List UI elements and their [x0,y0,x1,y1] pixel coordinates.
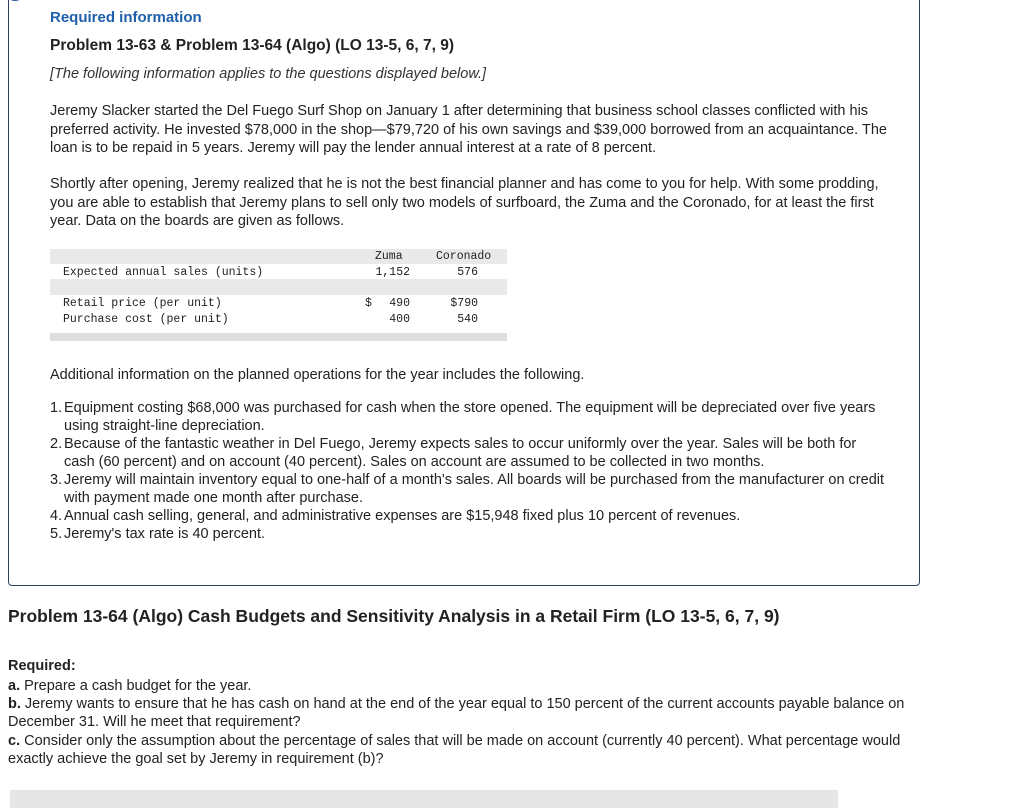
row-label-expected-sales: Expected annual sales (units) [63,266,264,279]
zuma-retail-price: 490 [389,297,410,310]
list-item-text: Jeremy will maintain inventory equal to one-half of a month's sales. All boards will be purchased from the manufacturer on credit with payment made one month after purchase. [64,472,885,506]
problem-heading: Problem 13-64 (Algo) Cash Budgets and Sensitivity Analysis in a Retail Firm (LO 13-5, 6, 7, 9) [8,606,780,626]
list-item [50,525,890,543]
answer-tabs-bar[interactable] [10,790,838,808]
list-item-number: 5. [50,526,63,542]
column-header-coronado: Coronado [436,250,492,263]
table-separator-band [50,279,507,295]
scenario-paragraph-1: Jeremy Slacker started the Del Fuego Surf Shop on January 1 after determining that business school classes conflicted with his preferred activity. He invested $78,000 in the shop—$79,720 of his own savings and $39,000 borrowed from an acquaintance. The loan is to be repaid in 5 years. Jeremy will pay the lender annual interest at a rate of 8 percent. [50,103,887,156]
operations-list [50,399,890,543]
list-item-text: Annual cash selling, general, and administrative expenses are $15,948 fixed plus 10 percent of revenues. [64,508,741,524]
requirement-letter: c. [8,733,21,749]
requirement-b [8,695,918,731]
coronado-retail-price: $790 [450,297,478,310]
column-header-zuma: Zuma [375,250,403,263]
list-item-text: Equipment costing $68,000 was purchased for cash when the store opened. The equipment will be depreciated over five years using straight-line depreciation. [64,400,876,434]
coronado-expected-sales: 576 [457,266,478,279]
problem-title: Problem 13-63 & Problem 13-64 (Algo) (LO 13-5, 6, 7, 9) [50,37,454,54]
requirement-c [8,732,918,768]
requirement-text: Prepare a cash budget for the year. [24,678,252,694]
zuma-expected-sales: 1,152 [375,266,410,279]
list-item-number: 2. [50,436,63,452]
list-item [50,507,890,525]
zuma-purchase-cost: 400 [389,313,410,326]
additional-info-text: Additional information on the planned operations for the year includes the following. [50,367,585,383]
required-label: Required: [8,658,76,674]
scenario-paragraph-2: Shortly after opening, Jeremy realized that he is not the best financial planner and has come to you for help. With some prodding, you are able to establish that Jeremy plans to sell only two models of surfboard, the Zuma and the Coronado, for at least the first year. Data on the boards are given as follows. [50,176,879,229]
status-circle-icon [5,0,25,1]
coronado-purchase-cost: 540 [457,313,478,326]
list-item-text: Jeremy's tax rate is 40 percent. [64,526,266,542]
requirement-text: Consider only the assumption about the percentage of sales that will be made on account (currently 40 percent). What percentage would exactly achieve the goal set by Jeremy in requirement (b)? [8,733,901,767]
requirement-text: Jeremy wants to ensure that he has cash on hand at the end of the year equal to 150 percent of the current accounts payable balance on December 31. Will he meet that requirement? [8,696,905,730]
requirement-letter: b. [8,696,21,712]
requirement-a [8,677,918,695]
required-information-label: Required information [50,9,202,26]
table-footer-band [50,333,507,341]
applies-note: [The following information applies to the questions displayed below.] [50,66,487,82]
list-item-number: 4. [50,508,63,524]
list-item [50,471,890,507]
row-label-purchase-cost: Purchase cost (per unit) [63,313,229,326]
list-item [50,435,890,471]
list-item-text: Because of the fantastic weather in Del Fuego, Jeremy expects sales to occur uniformly over the year. Sales will be both for cash (60 percent) and on account (40 percent). Sales on account are assumed to be collected in two months. [64,436,857,470]
list-item-number: 1. [50,400,63,416]
zuma-retail-price-dollar: $ [365,297,372,310]
surfboard-data-table [50,248,507,341]
list-item [50,399,890,435]
row-label-retail-price: Retail price (per unit) [63,297,222,310]
list-item-number: 3. [50,472,63,488]
requirement-letter: a. [8,678,21,694]
